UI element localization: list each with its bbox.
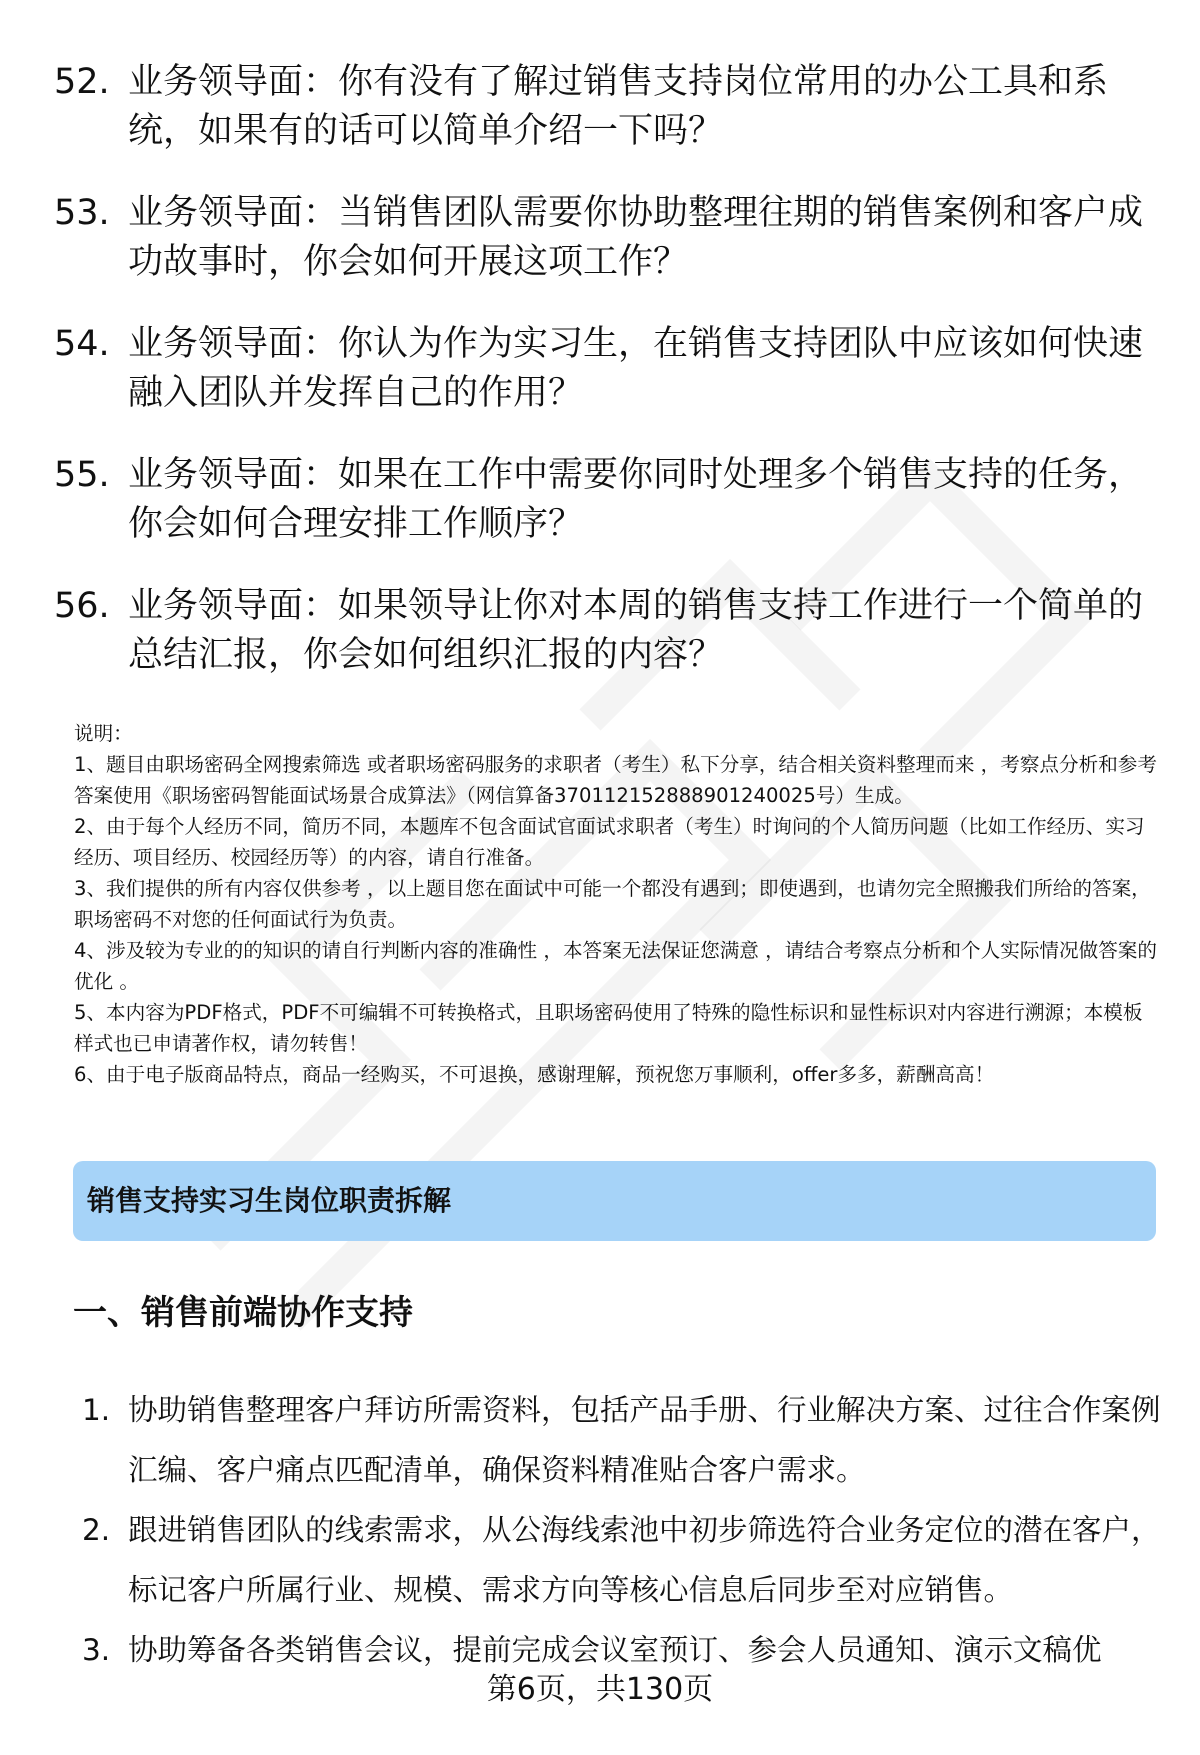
question-item (54, 320, 1144, 418)
duty-list (82, 1380, 1162, 1680)
duty-number: 3. (82, 1633, 111, 1667)
note-item: 2、由于每个人经历不同，简历不同，本题库不包含面试官面试求职者（考生）时询问的个人简历问题（比如工作经历、实习经历、项目经历、校园经历等）的内容，请自行准备。 (74, 815, 1145, 869)
question-number: 55. (54, 455, 110, 495)
section-banner-title: 销售支持实习生岗位职责拆解 (87, 1184, 452, 1217)
note-item: 5、本内容为PDF格式，PDF不可编辑不可转换格式，且职场密码使用了特殊的隐性标识和显性标识对内容进行溯源；本模板样式也已申请著作权，请勿转售！ (74, 1001, 1143, 1055)
section-heading: 一、销售前端协作支持 (73, 1293, 413, 1333)
question-number: 53. (54, 193, 110, 233)
question-item (54, 451, 1144, 549)
duty-text: 跟进销售团队的线索需求，从公海线索池中初步筛选符合业务定位的潜在客户，标记客户所属行业、规模、需求方向等核心信息后同步至对应销售。 (128, 1513, 1161, 1607)
notes-block (74, 718, 1160, 1090)
duty-item (82, 1500, 1162, 1620)
duty-item (82, 1380, 1162, 1500)
duty-text: 协助销售整理客户拜访所需资料，包括产品手册、行业解决方案、过往合作案例汇编、客户痛点匹配清单，确保资料精准贴合客户需求。 (128, 1393, 1161, 1487)
question-item (54, 58, 1144, 156)
note-item: 4、涉及较为专业的的知识的请自行判断内容的准确性 ，本答案无法保证您满意 ，请结合考察点分析和个人实际情况做答案的优化 。 (74, 939, 1157, 993)
note-item: 1、题目由职场密码全网搜索筛选 或者职场密码服务的求职者（考生）私下分享，结合相关资料整理而来 ，考察点分析和参考答案使用《职场密码智能面试场景合成算法》（网信算备370112152888901240025号）生成。 (74, 753, 1157, 807)
question-number: 56. (54, 586, 110, 626)
question-item (54, 189, 1144, 287)
section-banner (73, 1161, 1156, 1241)
question-list (54, 58, 1144, 713)
question-text: 业务领导面：如果在工作中需要你同时处理多个销售支持的任务，你会如何合理安排工作顺序？ (128, 455, 1144, 544)
note-item: 6、由于电子版商品特点，商品一经购买，不可退换，感谢理解，预祝您万事顺利，offer多多，薪酬高高！ (74, 1063, 995, 1086)
page-footer: 第6页，共130页 (486, 1672, 714, 1707)
question-number: 52. (54, 62, 110, 102)
question-text: 业务领导面：如果领导让你对本周的销售支持工作进行一个简单的总结汇报，你会如何组织汇报的内容？ (128, 586, 1144, 675)
duty-number: 2. (82, 1513, 111, 1547)
question-text: 业务领导面：你有没有了解过销售支持岗位常用的办公工具和系统，如果有的话可以简单介绍一下吗？ (128, 62, 1109, 151)
duty-text: 协助筹备各类销售会议，提前完成会议室预订、参会人员通知、演示文稿优 (128, 1633, 1102, 1667)
question-number: 54. (54, 324, 110, 364)
question-item (54, 582, 1144, 680)
duty-number: 1. (82, 1393, 111, 1427)
notes-title: 说明： (74, 722, 133, 745)
question-text: 业务领导面：当销售团队需要你协助整理往期的销售案例和客户成功故事时，你会如何开展这项工作？ (128, 193, 1144, 282)
question-text: 业务领导面：你认为作为实习生，在销售支持团队中应该如何快速融入团队并发挥自己的作用？ (128, 324, 1144, 413)
note-item: 3、我们提供的所有内容仅供参考 ，以上题目您在面试中可能一个都没有遇到；即使遇到，也请勿完全照搬我们所给的答案，职场密码不对您的任何面试行为负责。 (74, 877, 1151, 931)
